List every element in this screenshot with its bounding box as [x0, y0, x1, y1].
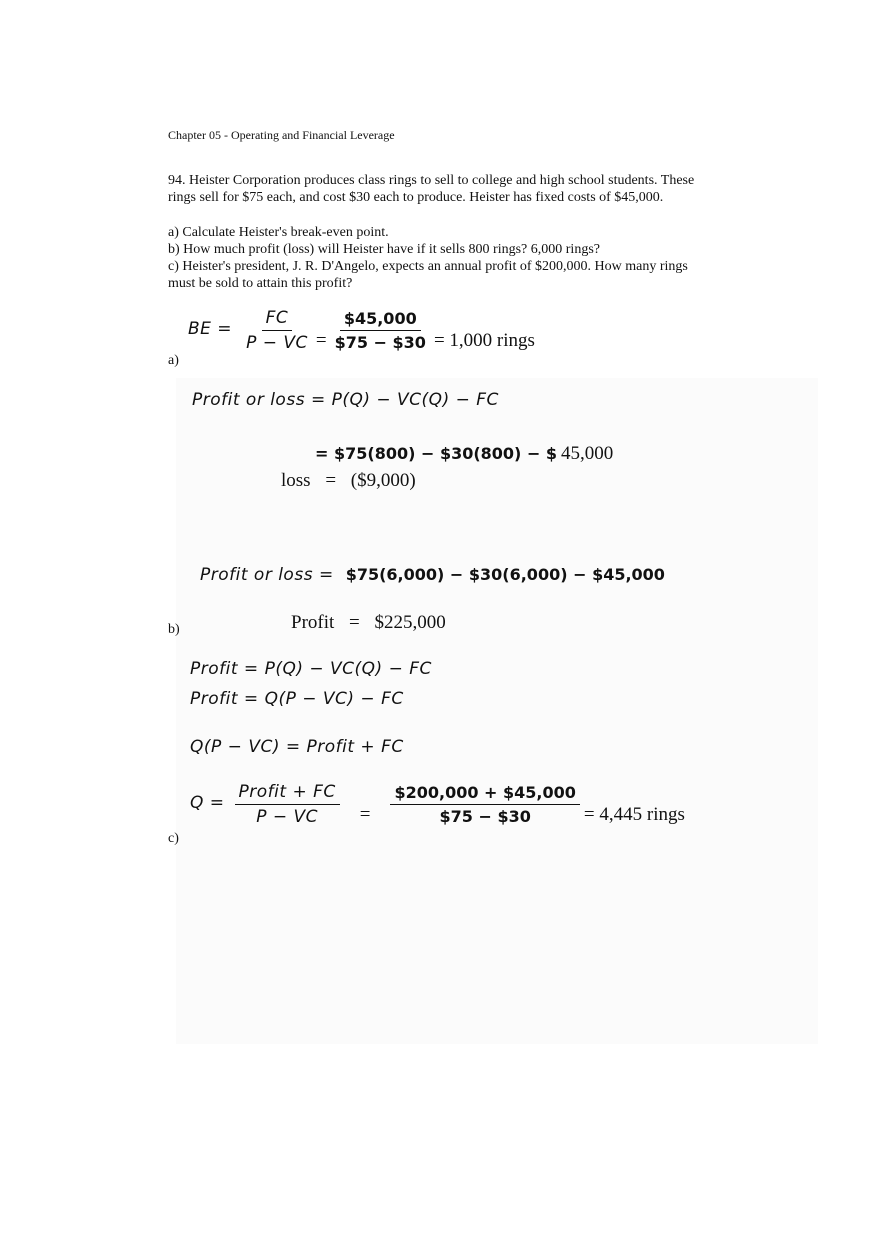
q-fraction: [235, 782, 340, 827]
question-text: [168, 172, 694, 206]
question-part-b: b) How much profit (loss) will Heister have if it sells 800 rings? 6,000 rings?: [168, 242, 600, 257]
calc-800-fixed-cost: 45,000: [561, 443, 614, 464]
be-lhs: BE =: [188, 319, 233, 340]
loss-label: loss: [281, 470, 311, 491]
question-part-c-line-2: must be sold to attain this profit?: [168, 276, 353, 291]
profit-calc-800: [315, 443, 613, 465]
q-numerator: Profit + FC: [235, 782, 340, 805]
question-part-c-line-1: c) Heister's president, J. R. D'Angelo, expects an annual profit of $200,000. How many rings: [168, 259, 688, 274]
q-result: = 4,445 rings: [583, 804, 685, 826]
q-value-denominator: $75 − $30: [439, 807, 531, 826]
loss-equals: =: [325, 470, 337, 491]
calc-6000-lhs: Profit or loss =: [200, 565, 334, 585]
question-part-a: a) Calculate Heister's break-even point.: [168, 225, 389, 240]
answer-label-b: b): [168, 622, 180, 637]
chapter-header: Chapter 05 - Operating and Financial Leverage: [168, 128, 395, 142]
question-line-1: 94. Heister Corporation produces class rings to sell to college and high school students. These: [168, 173, 695, 188]
profit-value: $225,000: [374, 612, 446, 633]
profit-equals: =: [349, 612, 360, 633]
profit-calc-6000: [200, 565, 665, 585]
calc-6000-rhs: $75(6,000) − $30(6,000) − $45,000: [345, 565, 665, 584]
q-value-fraction: [390, 783, 579, 826]
profit-equation-2: Profit = Q(P − VC) − FC: [190, 689, 404, 709]
loss-value: ($9,000): [350, 470, 416, 491]
be-fraction: [242, 308, 312, 353]
calc-800-expression: = $75(800) − $30(800) − $: [315, 444, 558, 463]
profit-equation-3: Q(P − VC) = Profit + FC: [190, 737, 404, 757]
q-value-numerator: $200,000 + $45,000: [390, 783, 579, 805]
be-value-fraction: [331, 309, 430, 352]
profit-label: Profit: [291, 612, 335, 633]
be-value-numerator: $45,000: [340, 309, 421, 331]
profit-equation-1: Profit = P(Q) − VC(Q) − FC: [190, 659, 432, 679]
answer-label-a: a): [168, 353, 179, 368]
q-denominator: P − VC: [256, 807, 319, 827]
be-numerator: FC: [262, 308, 293, 331]
quantity-equation: [190, 782, 685, 827]
break-even-equation: [188, 308, 535, 353]
q-equals: =: [359, 804, 371, 826]
answer-label-c: c): [168, 831, 179, 846]
profit-result-6000: [291, 612, 446, 634]
be-result: = 1,000 rings: [433, 330, 535, 352]
q-lhs: Q =: [190, 793, 225, 814]
be-value-denominator: $75 − $30: [334, 333, 426, 352]
question-parts: [168, 224, 688, 292]
loss-result-800: [281, 470, 416, 492]
be-equals: =: [315, 330, 327, 352]
be-denominator: P − VC: [246, 333, 308, 353]
solution-image-background: [176, 378, 818, 1044]
profit-loss-formula: Profit or loss = P(Q) − VC(Q) − FC: [192, 390, 499, 410]
question-line-2: rings sell for $75 each, and cost $30 each to produce. Heister has fixed costs of $45,000.: [168, 190, 664, 205]
